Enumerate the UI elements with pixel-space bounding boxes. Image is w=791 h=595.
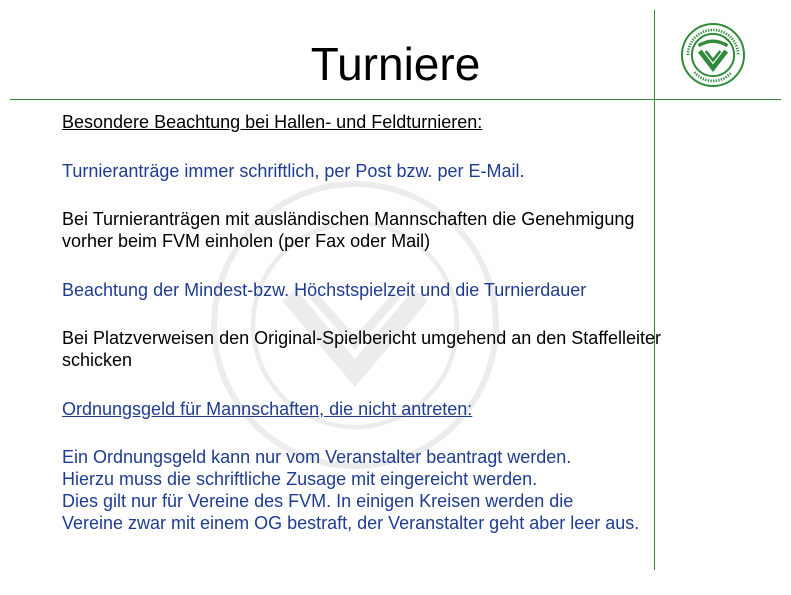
paragraph-auslaendische-mannschaften-line2: vorher beim FVM einholen (per Fax oder Mail) (62, 231, 431, 251)
dfb-logo-icon (680, 22, 746, 88)
paragraph-ordnungsgeld-line3: Dies gilt nur für Vereine des FVM. In einigen Kreisen werden die (62, 491, 574, 511)
vertical-divider (654, 10, 655, 570)
page-title: Turniere (310, 38, 481, 90)
paragraph-ordnungsgeld-line1: Ein Ordnungsgeld kann nur vom Veranstalter beantragt werden. (62, 447, 572, 467)
paragraph-platzverweise-line1: Bei Platzverweisen den Original-Spielbericht umgehend an den Staffelleiter (62, 328, 662, 348)
paragraph-spielzeit: Beachtung der Mindest-bzw. Höchstspielzeit und die Turnierdauer (62, 280, 587, 300)
paragraph-schriftlich: Turnieranträge immer schriftlich, per Post bzw. per E-Mail. (62, 161, 525, 181)
paragraph-platzverweise-line2: schicken (62, 350, 133, 370)
heading-ordnungsgeld: Ordnungsgeld für Mannschaften, die nicht antreten: (62, 399, 473, 419)
paragraph-ordnungsgeld-line4: Vereine zwar mit einem OG bestraft, der Veranstalter geht aber leer aus. (62, 513, 640, 533)
paragraph-auslaendische-mannschaften-line1: Bei Turnieranträgen mit ausländischen Mannschaften die Genehmigung (62, 209, 635, 229)
heading-turniere: Besondere Beachtung bei Hallen- und Feldturnieren: (62, 112, 483, 132)
horizontal-divider (10, 99, 781, 100)
paragraph-ordnungsgeld-line2: Hierzu muss die schriftliche Zusage mit eingereicht werden. (62, 469, 538, 489)
